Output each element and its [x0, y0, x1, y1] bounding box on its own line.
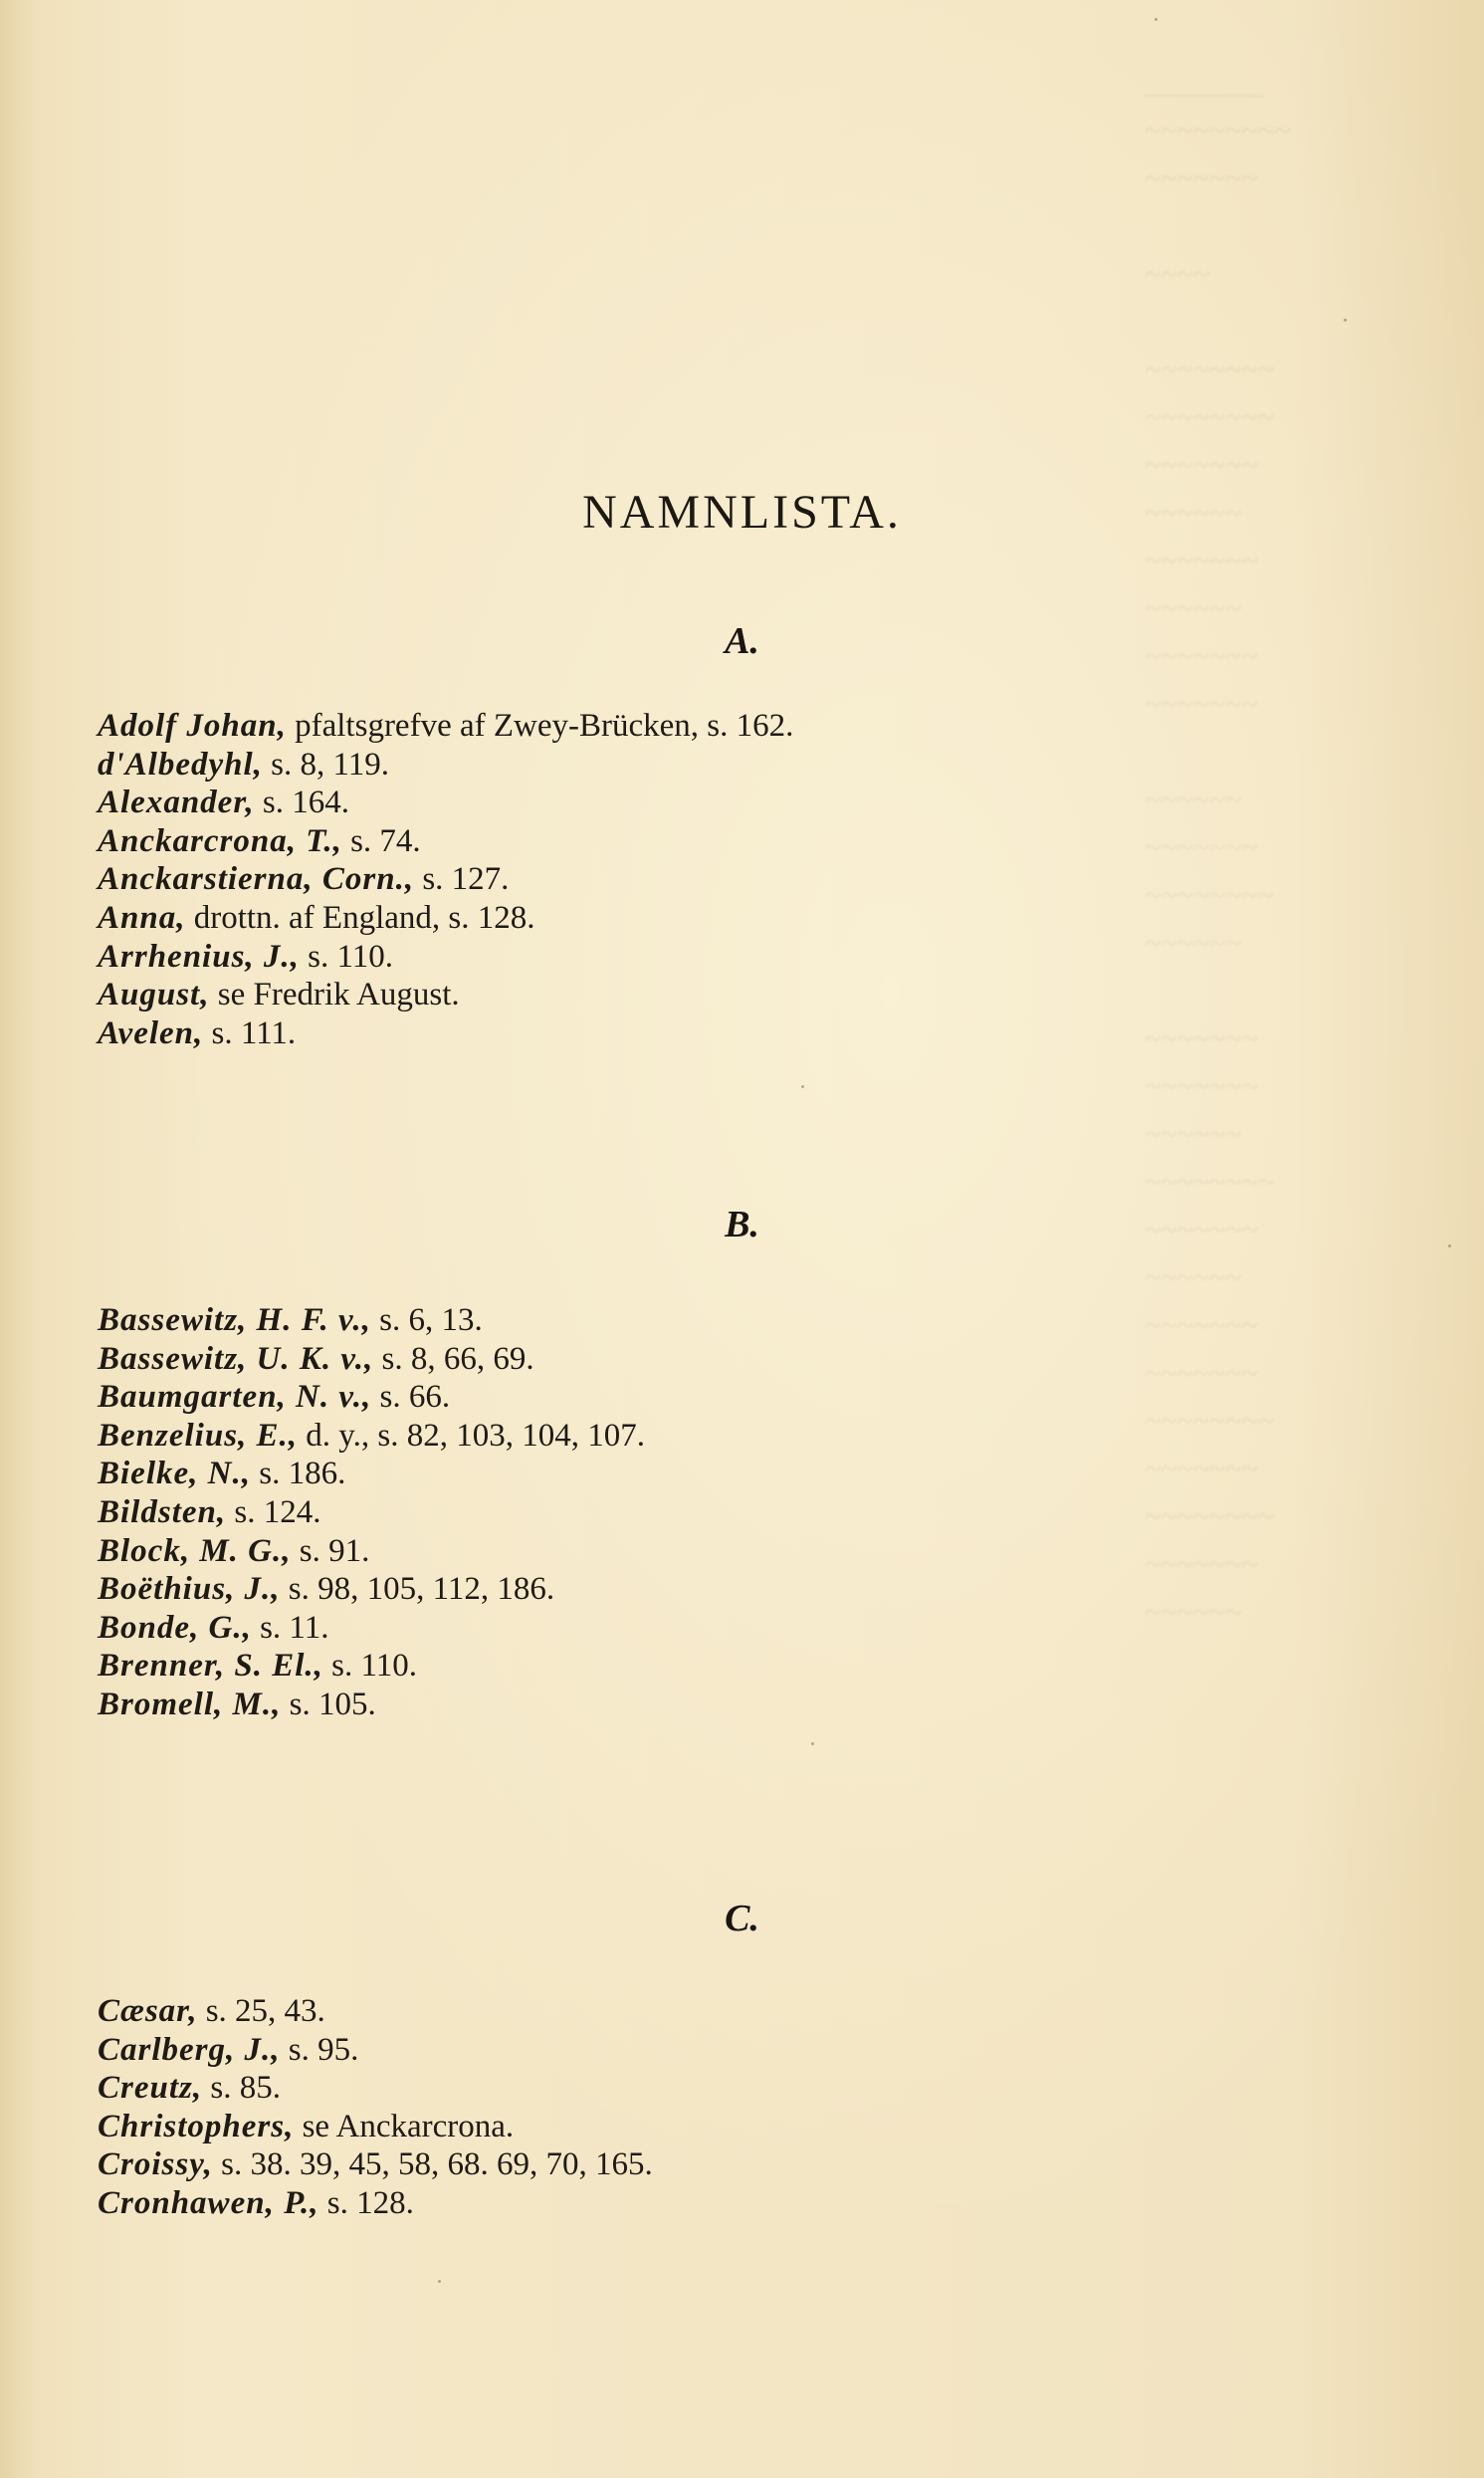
section-b-entries — [98, 1301, 1292, 1724]
list-item — [98, 1301, 1292, 1340]
list-item — [98, 784, 1292, 822]
list-item — [98, 707, 1292, 746]
entry-name: Creutz, — [98, 2070, 203, 2107]
entry-name: Bassewitz, H. F. v., — [98, 1302, 371, 1338]
page-title: NAMNLISTA. — [582, 486, 902, 539]
section-c-entries — [98, 1992, 1292, 2223]
entry-name: Brenner, S. El., — [98, 1648, 323, 1685]
list-item — [98, 1378, 1292, 1417]
list-item — [98, 1014, 1292, 1053]
list-item — [98, 1532, 1292, 1571]
entry-detail: s. 38. 39, 45, 58, 68. 69, 70, 165. — [212, 2146, 653, 2183]
bleed-through-text: ________ ~~~~~~~~~ ~~~~~~~ ~~~~ ~~~~~~~~ ~~~~~~~~ ~~~~~~~ ~~~~~~ ~~~~~~~ ~~~~~~ ~~~~~~~ ~~~~~~~ ~~~~~~ ~~~~~~~ ~~~~~~~~ ~~~~~~ ~~~~~~~ ~~~~~~~ ~~~~~~ ~~~~~~~~ ~~~~~~~ ~~~~~~ ~~~~~~~ ~~~~~~~ ~~~~~~~~ ~~~~~~~ ~~~~~~~~ ~~~~~~~ ~~~~~~ — [1145, 67, 1291, 1629]
entry-name: Anna, — [98, 899, 186, 936]
list-item — [98, 746, 1292, 785]
section-letter-c: C. — [725, 1898, 759, 1939]
list-item — [98, 2108, 1292, 2146]
list-item — [98, 1455, 1292, 1493]
entry-detail: d. y., s. 82, 103, 104, 107. — [298, 1417, 645, 1454]
paper-speck — [801, 1085, 804, 1088]
list-item — [98, 1340, 1292, 1379]
list-item — [98, 2145, 1292, 2184]
entry-name: Bielke, N., — [98, 1456, 251, 1492]
entry-detail: s. 6, 13. — [370, 1302, 483, 1338]
entry-detail: s. 186. — [250, 1456, 346, 1492]
list-item — [98, 1493, 1292, 1532]
entry-name: Avelen, — [98, 1014, 204, 1051]
entry-detail: s. 25, 43. — [197, 1993, 325, 2029]
entry-detail: s. 8, 66, 69. — [373, 1340, 534, 1377]
entry-name: Baumgarten, N. v., — [98, 1379, 372, 1416]
entry-detail: s. 74. — [341, 822, 421, 859]
section-letter-a: A. — [725, 620, 759, 662]
entry-detail: s. 110. — [299, 938, 394, 975]
entry-detail: s. 66. — [371, 1379, 451, 1416]
entry-name: August, — [98, 977, 210, 1014]
entry-name: Bonde, G., — [98, 1609, 252, 1646]
entry-detail: pfaltsgrefve af Zwey-Brücken, s. 162. — [286, 708, 794, 744]
entry-detail: s. 98, 105, 112, 186. — [280, 1571, 555, 1608]
entry-name: Anckarstierna, Corn., — [98, 861, 415, 898]
entry-detail: s. 124. — [226, 1493, 321, 1530]
entry-name: Block, M. G., — [98, 1532, 292, 1569]
list-item — [98, 1570, 1292, 1609]
paper-speck — [811, 1742, 814, 1745]
entry-name: Boëthius, J., — [98, 1571, 281, 1608]
entry-detail: s. 8, 119. — [262, 746, 390, 783]
entry-name: Benzelius, E., — [98, 1417, 299, 1454]
list-item — [98, 1647, 1292, 1686]
entry-detail: s. 128. — [318, 2184, 414, 2221]
entry-name: Cronhawen, P., — [98, 2184, 319, 2221]
entry-name: Anckarcrona, T., — [98, 822, 342, 859]
entry-detail: s. 85. — [202, 2070, 281, 2107]
paper-speck — [1448, 1244, 1451, 1247]
entry-name: Christophers, — [98, 2108, 295, 2144]
list-item — [98, 860, 1292, 899]
entry-detail: s. 95. — [280, 2031, 359, 2068]
list-item — [98, 822, 1292, 861]
list-item — [98, 2031, 1292, 2070]
list-item — [98, 1417, 1292, 1456]
entry-detail: s. 127. — [414, 861, 510, 898]
entry-name: Alexander, — [98, 785, 255, 821]
entry-detail: s. 105. — [281, 1686, 376, 1722]
list-item — [98, 1609, 1292, 1648]
list-item — [98, 1686, 1292, 1724]
list-item — [98, 899, 1292, 938]
entry-name: Bildsten, — [98, 1493, 227, 1530]
list-item — [98, 2184, 1292, 2223]
entry-detail: s. 164. — [254, 785, 349, 821]
paper-speck — [438, 2280, 441, 2283]
entry-detail: s. 111. — [203, 1014, 297, 1051]
entry-name: Bassewitz, U. K. v., — [98, 1340, 374, 1377]
list-item — [98, 1992, 1292, 2031]
section-letter-b: B. — [725, 1204, 759, 1245]
paper-speck — [1155, 18, 1158, 21]
entry-name: Croissy, — [98, 2146, 213, 2183]
entry-name: Carlberg, J., — [98, 2031, 281, 2068]
entry-detail: drottn. af England, s. 128. — [185, 899, 535, 936]
section-a-entries — [98, 707, 1292, 1052]
entry-detail: se Fredrik August. — [209, 977, 460, 1014]
entry-detail: s. 110. — [322, 1648, 418, 1685]
entry-name: Bromell, M., — [98, 1686, 282, 1722]
list-item — [98, 976, 1292, 1014]
list-item — [98, 938, 1292, 977]
list-item — [98, 2069, 1292, 2108]
paper-speck — [1344, 319, 1347, 322]
entry-name: Arrhenius, J., — [98, 938, 300, 975]
entry-detail: s. 91. — [291, 1532, 370, 1569]
entry-detail: s. 11. — [251, 1609, 329, 1646]
entry-name: Cæsar, — [98, 1993, 198, 2029]
entry-name: d'Albedyhl, — [98, 746, 263, 783]
entry-detail: se Anckarcrona. — [294, 2108, 515, 2144]
entry-name: Adolf Johan, — [98, 708, 287, 744]
